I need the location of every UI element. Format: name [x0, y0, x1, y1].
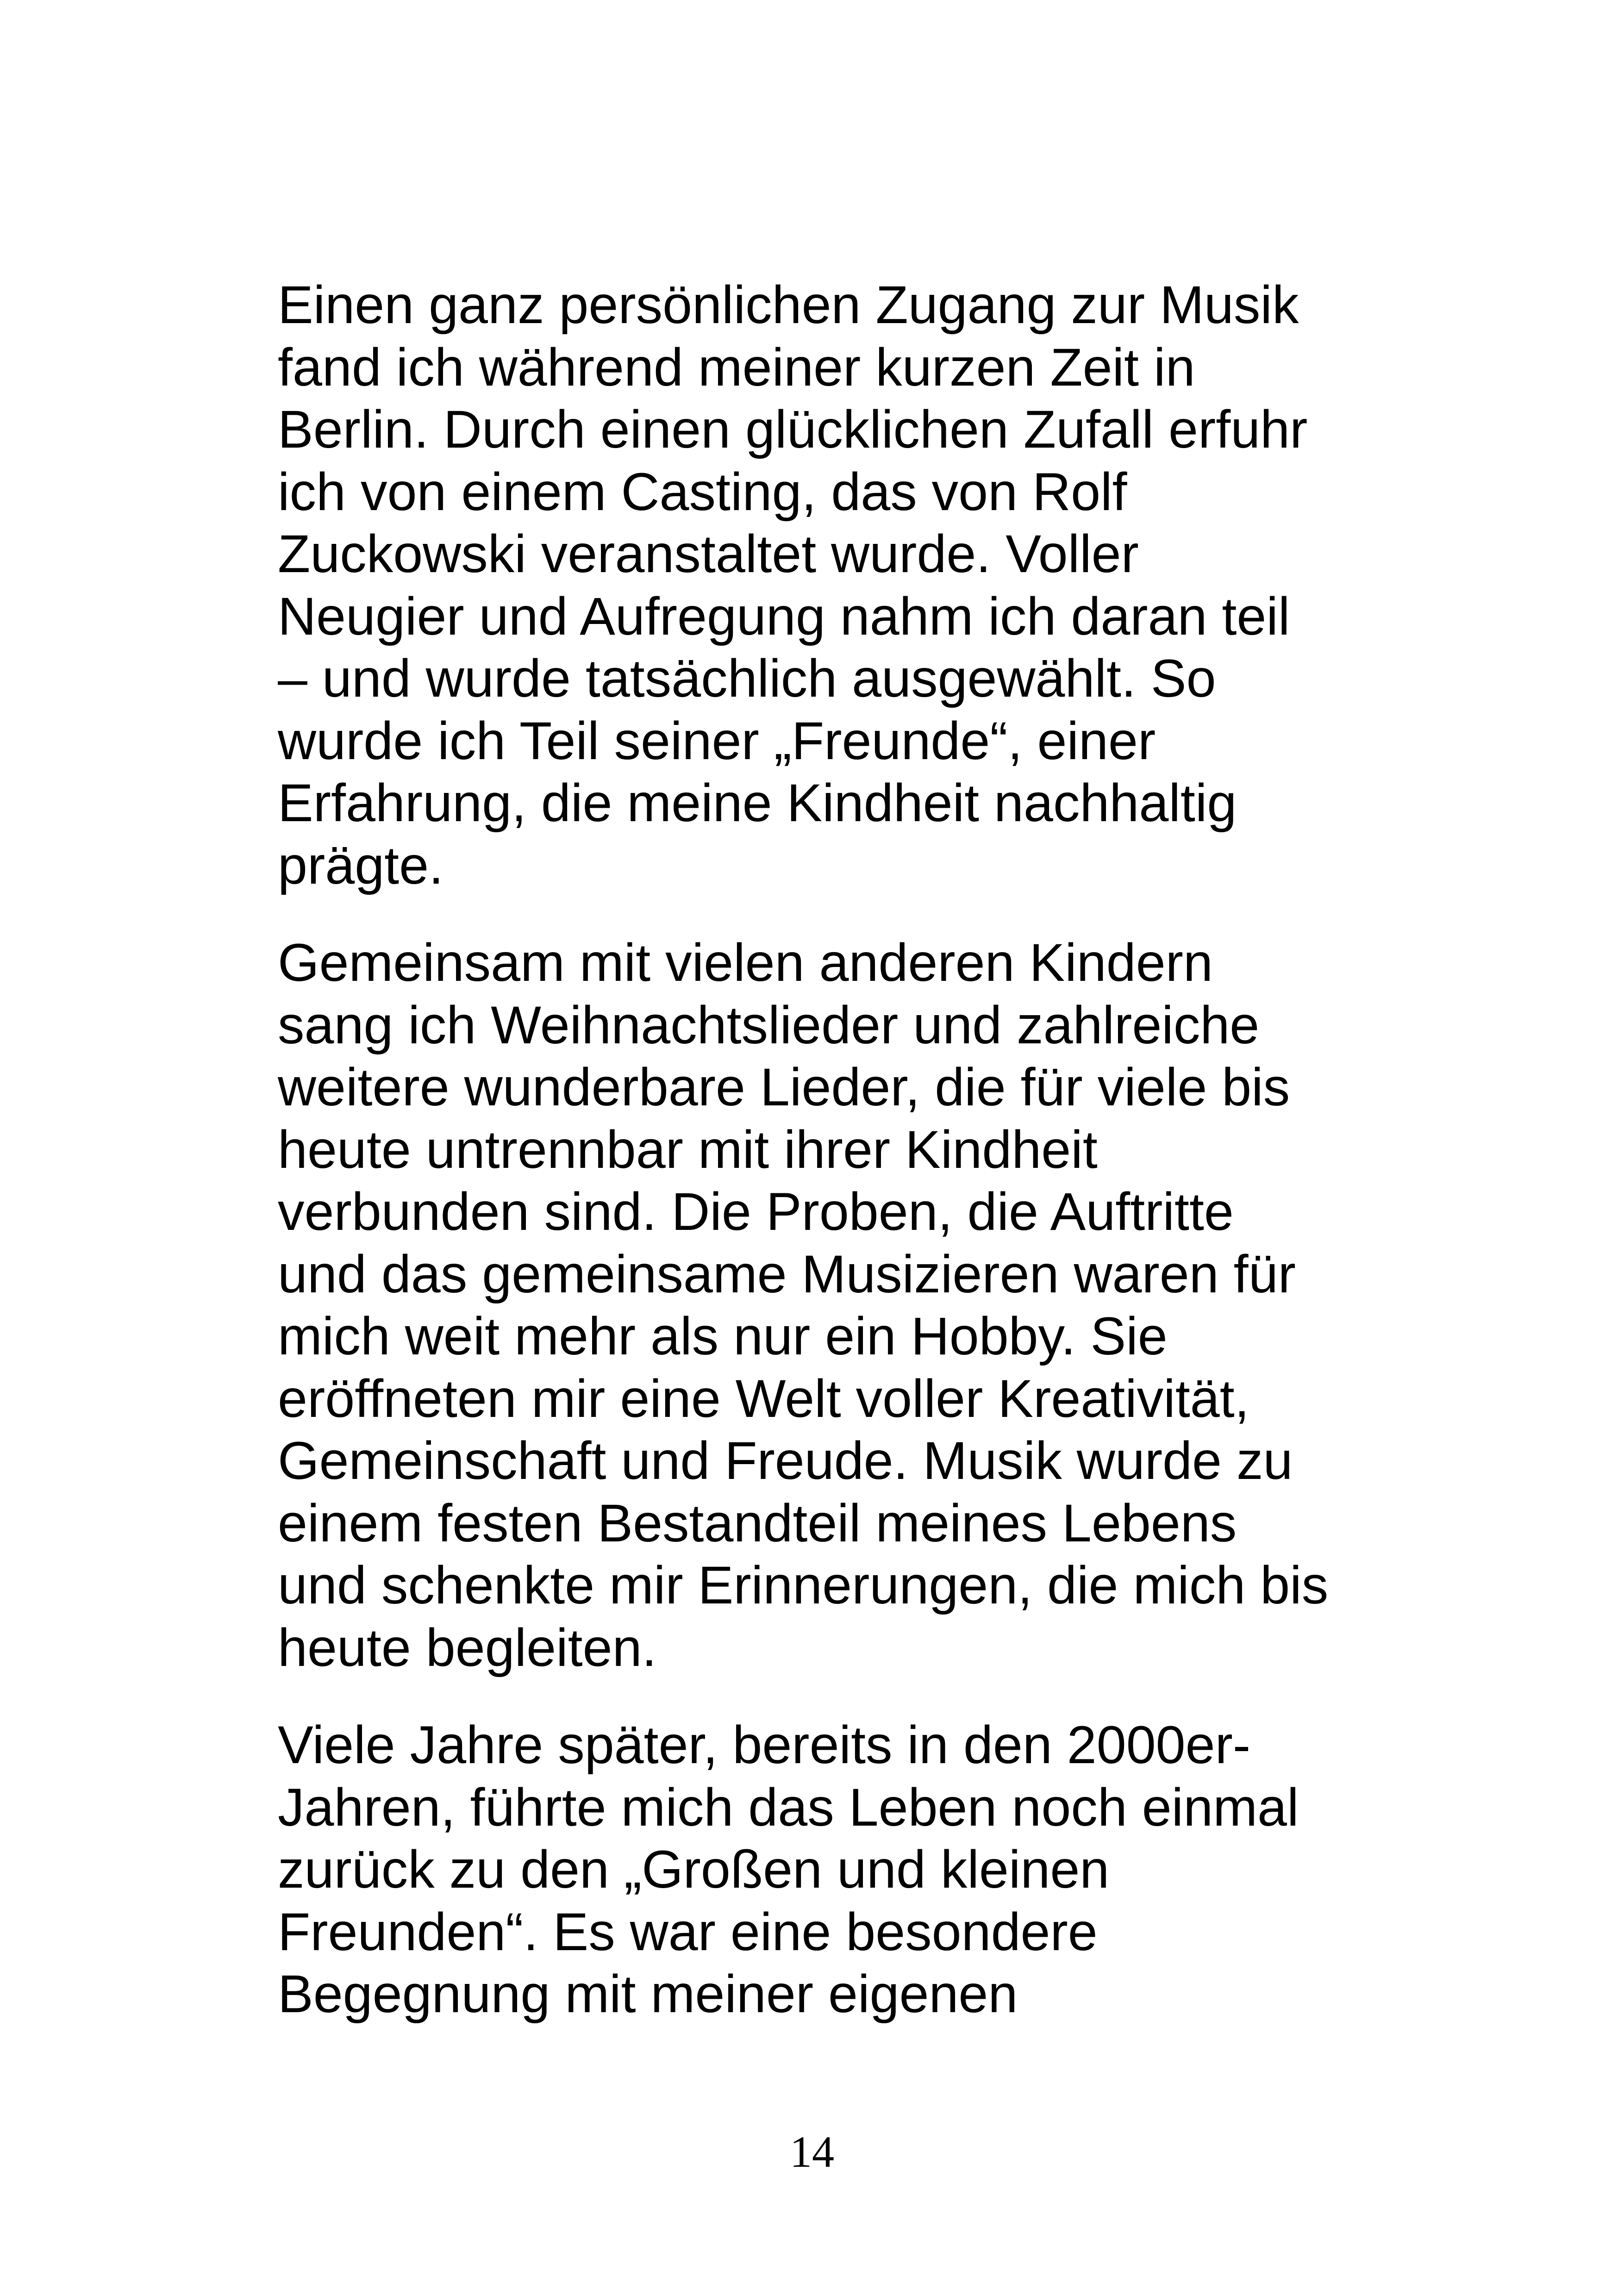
text-line: ich von einem Casting, das von Rolf — [278, 462, 1127, 522]
page-number: 14 — [790, 2127, 834, 2177]
text-line: wurde ich Teil seiner „Freunde“, einer — [278, 711, 1156, 771]
text-line: Erfahrung, die meine Kindheit nachhaltig — [278, 773, 1237, 833]
text-line: – und wurde tatsächlich ausgewählt. So — [278, 649, 1216, 708]
text-line: Viele Jahre später, bereits in den 2000er- — [278, 1715, 1251, 1775]
text-line: Gemeinsam mit vielen anderen Kindern — [278, 933, 1213, 992]
text-line: verbunden sind. Die Proben, die Auftritte — [278, 1182, 1234, 1241]
text-line: einem festen Bestandteil meines Lebens — [278, 1493, 1237, 1553]
text-line: zurück zu den „Großen und kleinen — [278, 1840, 1110, 1899]
text-line: Jahren, führte mich das Leben noch einmal — [278, 1777, 1299, 1837]
body-text — [278, 274, 1389, 2026]
text-line: mich weit mehr als nur ein Hobby. Sie — [278, 1307, 1168, 1366]
text-line: eröffneten mir eine Welt voller Kreativität, — [278, 1369, 1249, 1428]
text-line: und das gemeinsame Musizieren waren für — [278, 1244, 1296, 1304]
paragraph-2 — [278, 932, 1389, 1679]
text-line: Berlin. Durch einen glücklichen Zufall erfuhr — [278, 400, 1308, 459]
text-line: Begegnung mit meiner eigenen — [278, 1964, 1018, 2024]
text-line: Neugier und Aufregung nahm ich daran teil — [278, 586, 1290, 646]
paragraph-1 — [278, 274, 1389, 897]
text-line: Zuckowski veranstaltet wurde. Voller — [278, 524, 1139, 584]
text-line: fand ich während meiner kurzen Zeit in — [278, 337, 1195, 397]
text-line: prägte. — [278, 836, 444, 895]
text-line: und schenkte mir Erinnerungen, die mich bis — [278, 1556, 1329, 1615]
text-line: weitere wunderbare Lieder, die für viele bis — [278, 1058, 1290, 1117]
paragraph-3 — [278, 1714, 1389, 2026]
text-line: Gemeinschaft und Freude. Musik wurde zu — [278, 1431, 1293, 1491]
text-line: heute untrennbar mit ihrer Kindheit — [278, 1120, 1098, 1179]
text-line: Einen ganz persönlichen Zugang zur Musik — [278, 275, 1299, 335]
text-line: Freunden“. Es war eine besondere — [278, 1902, 1098, 1962]
text-line: heute begleiten. — [278, 1618, 657, 1678]
text-line: sang ich Weihnachtslieder und zahlreiche — [278, 995, 1260, 1055]
